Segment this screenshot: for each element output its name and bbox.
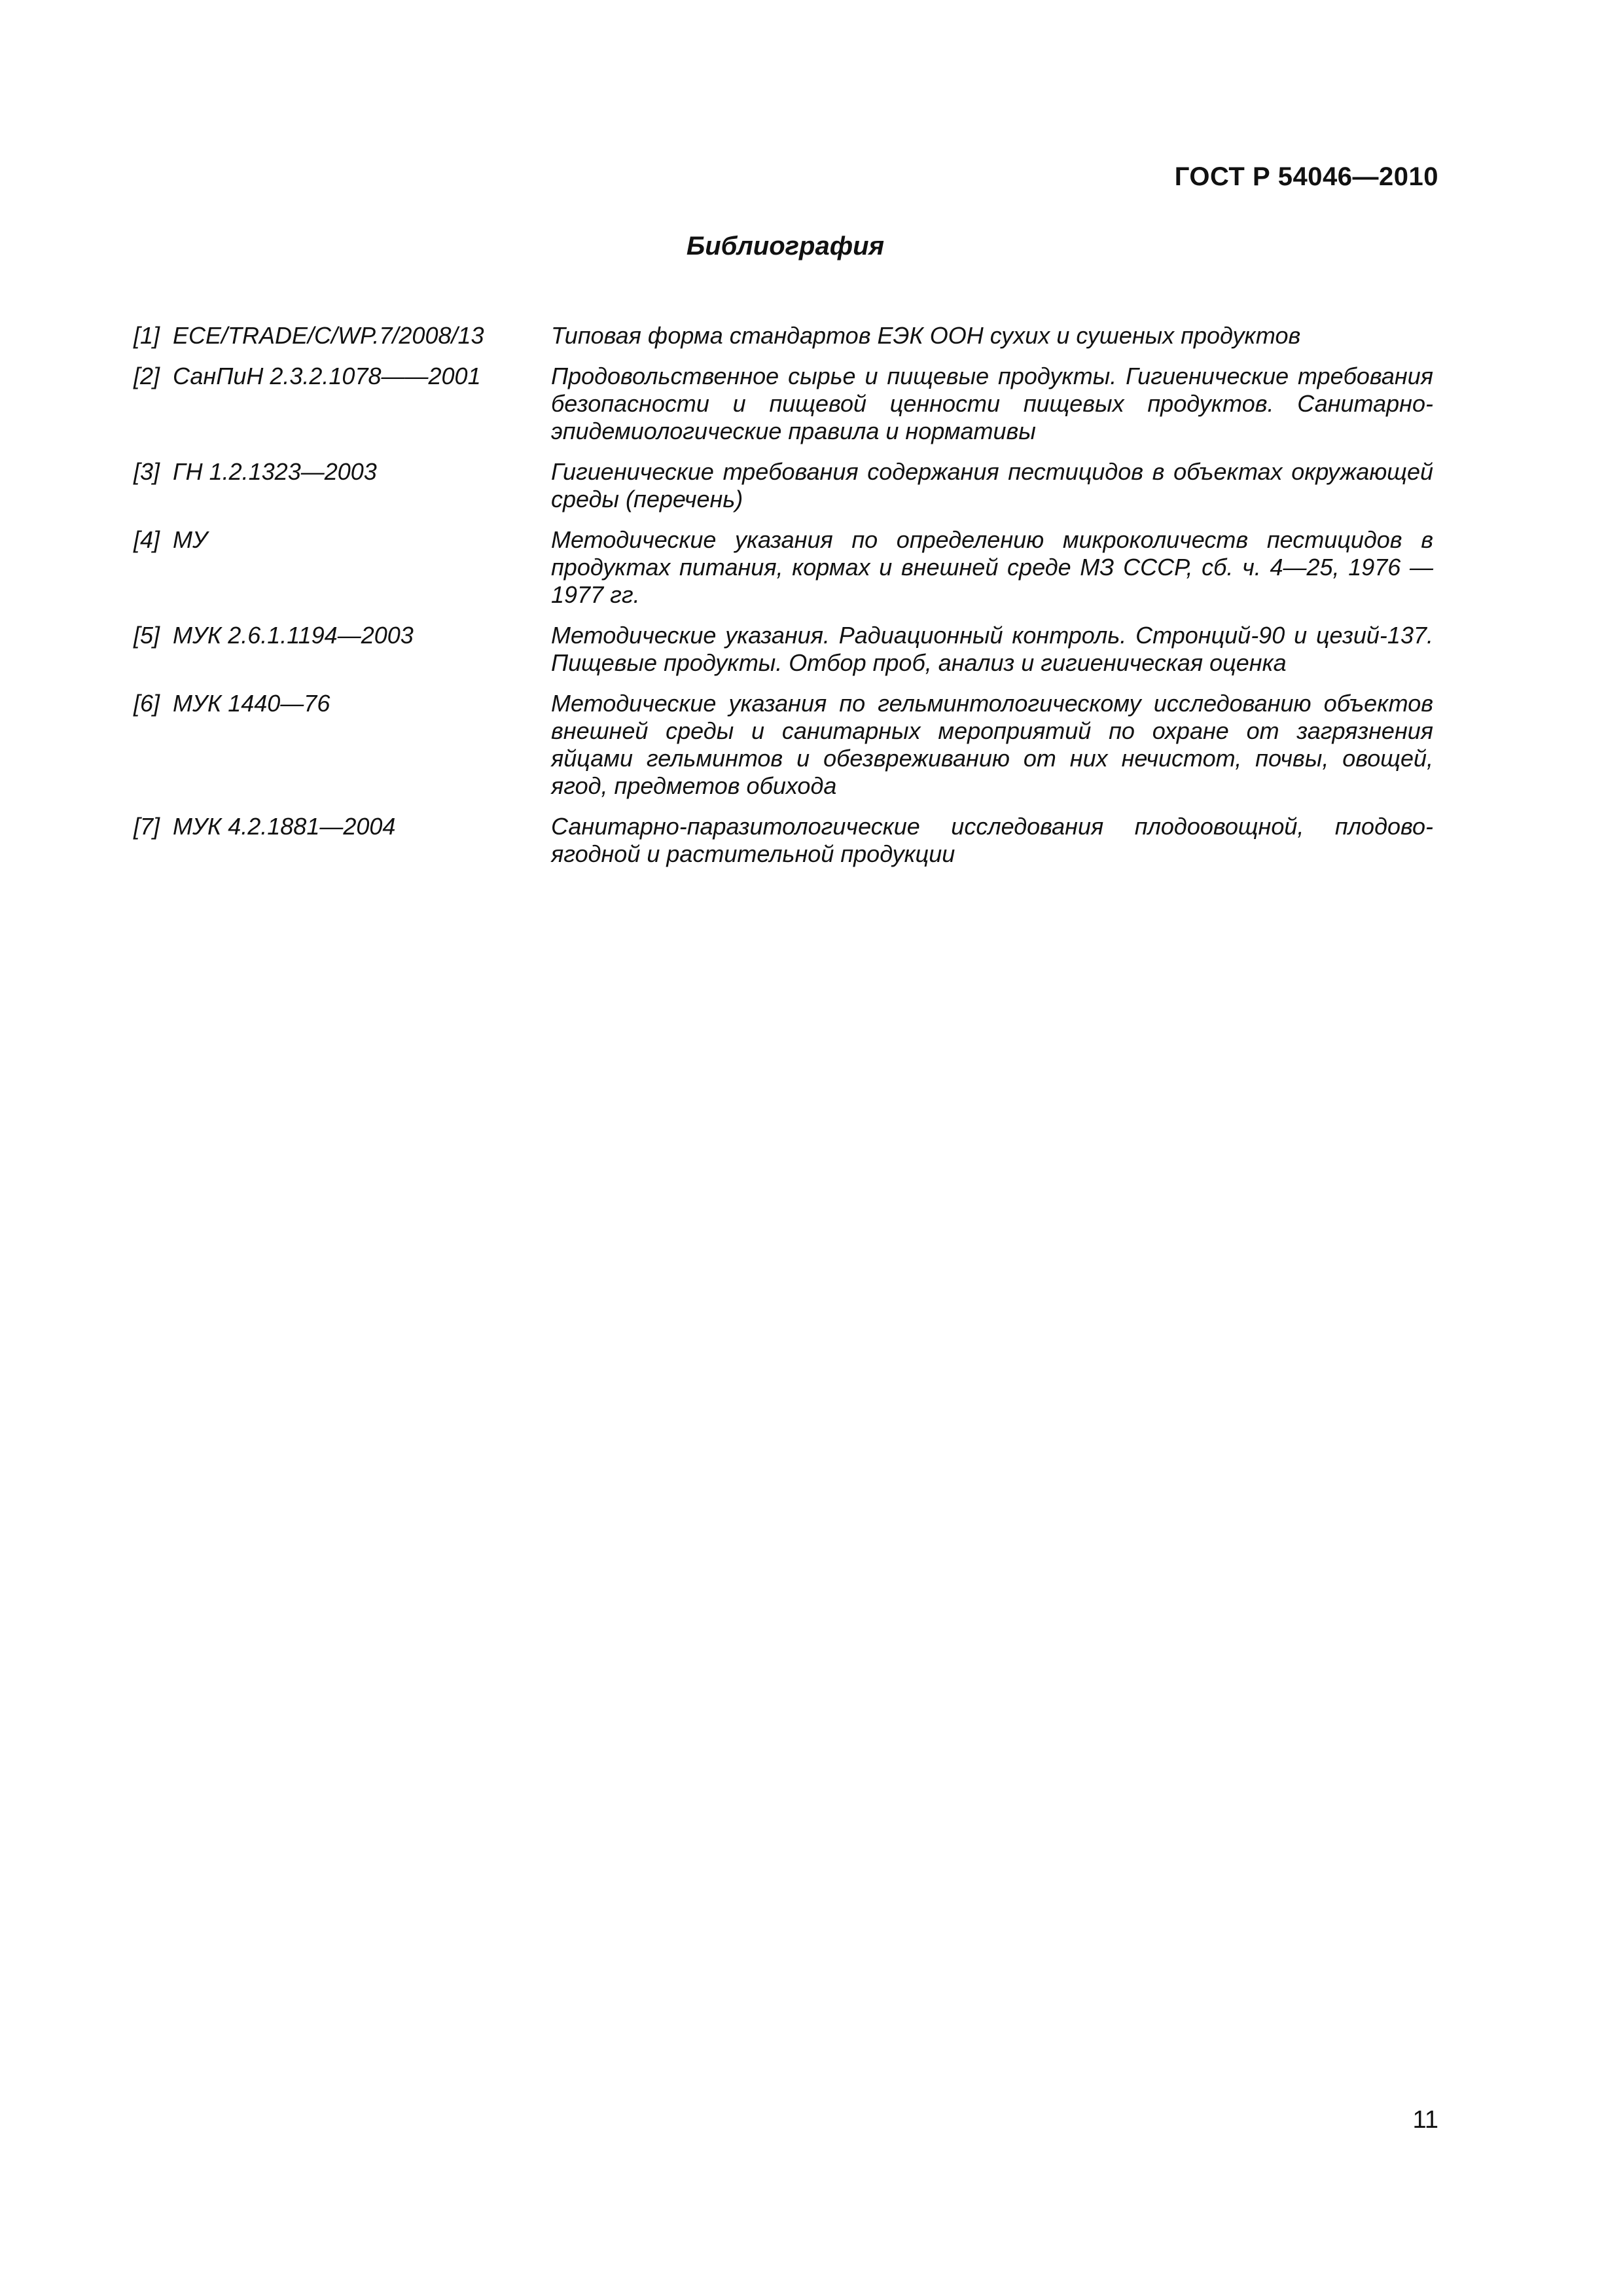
entry-title: Гигиенические требования содержания пестицидов в объектах окружающей среды (перечень) (551, 458, 1433, 512)
entry-number: [7] (134, 813, 160, 840)
entry-title: Методические указания. Радиационный контроль. Стронций-90 и цезий-137. Пищевые продукты. Отбор проб, анализ и гигиеническая оценка (551, 622, 1433, 676)
entry-title: Методические указания по гельминтологическому исследованию объектов внешней среды и санитарных мероприятий по охране от загрязнения яйцами гельминтов и обезвреживанию от них нечистот, почвы, овощей, ягод, предметов обихода (551, 690, 1433, 799)
bibliography-entry-2 (134, 363, 1433, 445)
entry-number: [3] (134, 458, 160, 485)
entry-number: [2] (134, 363, 160, 389)
entry-code: МУК 1440—76 (173, 690, 330, 717)
bibliography-entry-5 (134, 622, 1433, 677)
entry-number: [1] (134, 322, 160, 349)
bibliography-entry-1 (134, 322, 1433, 350)
entry-title: Типовая форма стандартов ЕЭК ООН сухих и сушеных продуктов (551, 322, 1301, 349)
bibliography-list (134, 322, 1433, 881)
entry-code: СанПиН 2.3.2.1078——2001 (173, 363, 481, 389)
entry-title: Методические указания по определению микроколичеств пестицидов в продуктах питания, кормах и внешней среде МЗ СССР, сб. ч. 4—25, 1976 — 1977 гг. (551, 526, 1433, 608)
bibliography-entry-6 (134, 690, 1433, 800)
section-title: Библиография (686, 232, 885, 260)
bibliography-entry-7 (134, 813, 1433, 868)
bibliography-entry-3 (134, 458, 1433, 513)
entry-code: МУ (173, 526, 207, 553)
entry-number: [4] (134, 526, 160, 553)
entry-code: МУК 2.6.1.1194—2003 (173, 622, 414, 649)
entry-number: [6] (134, 690, 160, 717)
entry-code: ECE/TRADE/C/WP.7/2008/13 (173, 322, 484, 349)
entry-title: Продовольственное сырье и пищевые продукты. Гигиенические требования безопасности и пищевой ценности пищевых продуктов. Санитарно-эпидемиологические правила и нормативы (551, 363, 1433, 444)
document-code: ГОСТ Р 54046—2010 (1174, 162, 1438, 191)
entry-code: ГН 1.2.1323—2003 (173, 458, 377, 485)
bibliography-entry-4 (134, 526, 1433, 609)
entry-title: Санитарно-паразитологические исследования плодоовощной, плодово-ягодной и растительной продукции (551, 813, 1433, 867)
entry-number: [5] (134, 622, 160, 649)
page-number: 11 (1412, 2106, 1438, 2134)
entry-code: МУК 4.2.1881—2004 (173, 813, 396, 840)
